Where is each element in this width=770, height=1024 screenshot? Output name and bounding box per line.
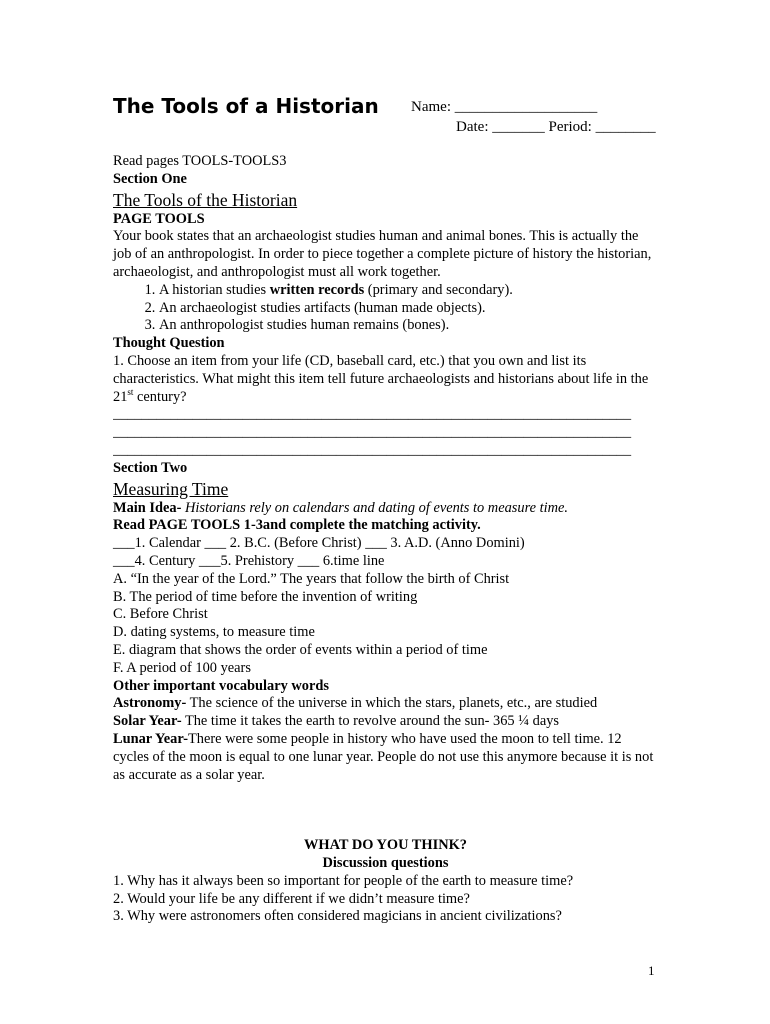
answer-line: ________________________________________________________________________ [113,406,632,423]
matching-option: F. A period of 100 years [113,659,251,676]
roles-list [113,282,658,335]
main-idea: Main Idea- Historians rely on calendars and dating of events to measure time. [113,499,568,516]
vocab-label: Other important vocabulary words [113,677,329,694]
answer-line: ________________________________________________________________________ [113,424,632,441]
vocab-item: Solar Year- The time it takes the earth to revolve around the sun- 365 ¼ days [113,713,559,730]
matching-line: ___4. Century ___5. Prehistory ___ 6.time line [113,552,385,569]
matching-option: E. diagram that shows the order of events within a period of time [113,641,488,658]
page-number: 1 [648,963,655,978]
discussion-subheading: Discussion questions [322,855,449,872]
matching-option: C. Before Christ [113,606,208,623]
section-two-label: Section Two [113,459,188,476]
section-two-title: Measuring Time [113,478,229,499]
spacer [113,784,658,837]
date-period-line: Date: _______ Period: ________ [456,119,656,135]
name-field-line: Name: ___________________ [411,99,598,115]
matching-instruction: Read PAGE TOOLS 1-3and complete the matching activity. [113,517,481,534]
matching-line: ___1. Calendar ___ 2. B.C. (Before Christ) ___ 3. A.D. (Anno Domini) [113,535,525,552]
list-item: 3. An anthropologist studies human remains (bones). [159,317,658,335]
vocab-item: Lunar Year-There were some people in history who have used the moon to tell time. 12 cycles of the moon is equal to one lunar year. People do not use this anymore because it is not as accurate as a solar year. [113,730,654,783]
read-pages-instruction: Read pages TOOLS-TOOLS3 [113,153,287,169]
thought-question-text: 1. Choose an item from your life (CD, baseball card, etc.) that you own and list its characteristics. What might this item tell future archaeologists and historians about life in the 21st century? [113,352,649,405]
matching-option: D. dating systems, to measure time [113,624,315,641]
ordinal-suffix: st [127,386,134,397]
discussion-question: 3. Why were astronomers often considered magicians in ancient civilizations? [113,908,562,925]
page-title: The Tools of a Historian [113,94,379,118]
discussion-question: 2. Would your life be any different if we didn’t measure time? [113,890,470,907]
answer-line: ________________________________________________________________________ [113,441,632,458]
matching-option: A. “In the year of the Lord.” The years that follow the birth of Christ [113,570,510,587]
section-one-label: Section One [113,170,187,187]
matching-option: B. The period of time before the invention of writing [113,588,418,605]
intro-paragraph: Your book states that an archaeologist studies human and animal bones. This is actually the job of an anthropologist. In order to piece together a complete picture of history the historian, archaeologist, and anthropologist must all work together. [113,228,652,280]
page-tools-label: PAGE TOOLS [113,210,205,227]
thought-question-label: Thought Question [113,335,225,352]
list-item: 1. A historian studies written records (primary and secondary). [159,282,658,300]
bold-phrase: written records [269,281,365,298]
vocab-item: Astronomy- The science of the universe in which the stars, planets, etc., are studied [113,695,598,712]
discussion-question: 1. Why has it always been so important for people of the earth to measure time? [113,872,574,889]
list-item: 2. An archaeologist studies artifacts (human made objects). [159,300,658,318]
worksheet-content [113,153,658,926]
section-one-title: The Tools of the Historian [113,189,298,210]
discussion-heading: WHAT DO YOU THINK? [304,837,467,854]
